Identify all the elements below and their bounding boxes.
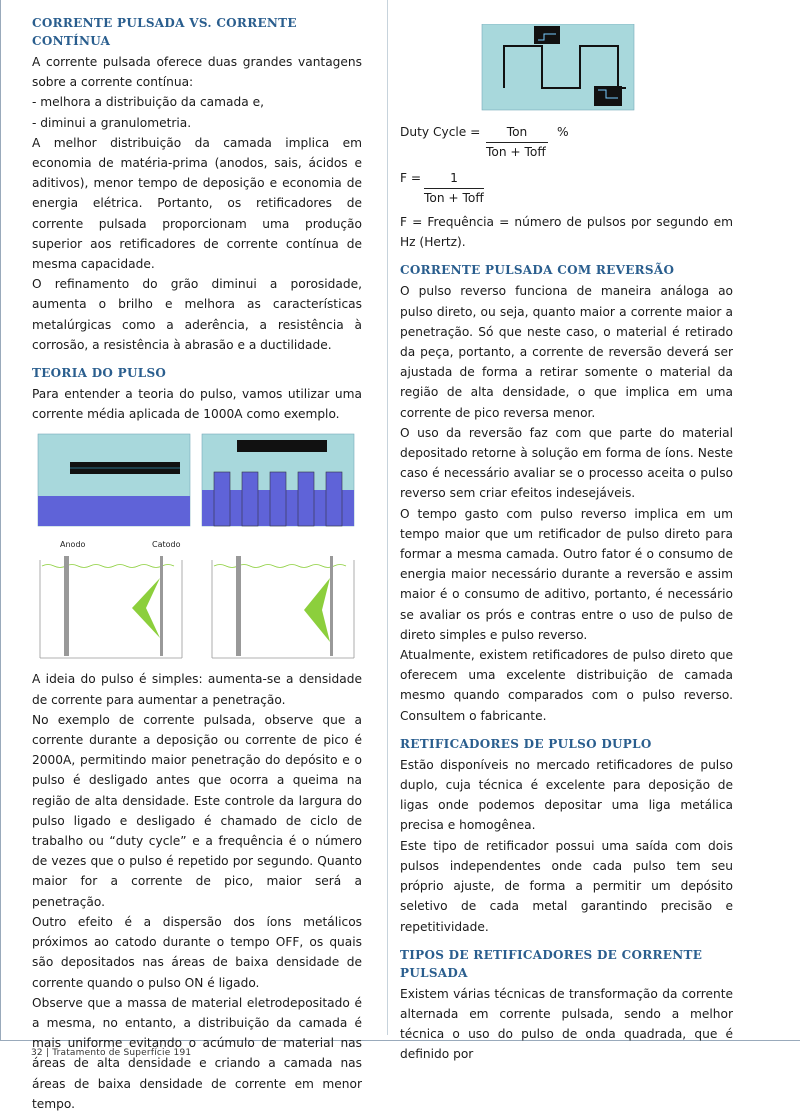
right-column — [400, 24, 733, 1065]
catodo-label: Catodo — [152, 540, 181, 550]
section-title-pulso-duplo: RETIFICADORES DE PULSO DUPLO — [400, 736, 652, 751]
duty-cycle-denominator: Ton + Toff — [486, 145, 546, 159]
paragraph: Atualmente, existem retificadores de pulso direto que oferecem uma excelente distribuição de camada mesmo quando comparados com o pulso reverso. Consultem o fabricante. — [400, 648, 733, 723]
paragraph: Existem várias técnicas de transformação da corrente alternada em corrente pulsada, sendo a melhor técnica o uso do pulso de onda quadrada, que é definido por — [400, 986, 733, 1062]
paragraph: Estão disponíveis no mercado retificadores de pulso duplo, cuja técnica é excelente para deposição de ligas onde podemos depositar uma liga metálica precisa e homogênea. — [400, 757, 733, 833]
paragraph: No exemplo de corrente pulsada, observe que a corrente durante a deposição ou corrente de pico é 2000A, permitindo maior penetração do depósito e o pulso é desligado antes que ocorra a queima na região de alta densidade. Este controle da largura do pulso ligado e desligado é chamado de ciclo de trabalho ou “duty cycle” e a frequência é o número de vezes que o pulso é repetido por segundo. Quanto maior for a corrente de pico, maior será a penetração. — [32, 712, 362, 909]
column-divider — [387, 0, 388, 1035]
paragraph: Observe que a massa de material eletrodepositado é a mesma, no entanto, a distribuição da camada é mais uniforme evitando o acúmulo de material nas áreas de alta densidade e criando a camada nas áreas de baixa densidade de corrente em menor tempo. — [32, 995, 362, 1111]
pulse-waveform-figure — [32, 432, 362, 532]
frequency-formula — [400, 168, 733, 208]
paragraph: A melhor distribuição da camada implica em economia de matéria-prima (anodos, sais, ácidos e aditivos), menor tempo de deposição e economia de energia elétrica. Portanto, os retificadores de corrente pulsada proporcionam uma produção superior aos retificadores de corrente contínua de mesma capacidade. — [32, 135, 362, 272]
section-title-pulsada-com-reversao: CORRENTE PULSADA COM REVERSÃO — [400, 263, 675, 278]
square-wave-figure — [400, 24, 733, 116]
list-item: - melhora a distribuição da camada e, — [32, 95, 264, 110]
duty-cycle-label: Duty Cycle = — [400, 125, 481, 139]
duty-cycle-numerator: Ton — [486, 122, 548, 143]
electrolytic-cell-figure — [32, 538, 362, 663]
cell-illustration — [32, 538, 362, 663]
paragraph: A corrente pulsada oferece duas grandes vantagens sobre a corrente contínua: — [32, 55, 362, 90]
list-item: - diminui a granulometria. — [32, 115, 192, 130]
left-column — [32, 14, 362, 1114]
duty-cycle-percent: % — [557, 125, 569, 139]
paragraph: F = Frequência = número de pulsos por segundo em Hz (Hertz). — [400, 215, 733, 250]
anodo-label: Anodo — [60, 540, 86, 550]
frequency-numerator: 1 — [424, 168, 484, 189]
paragraph: O refinamento do grão diminui a porosidade, aumenta o brilho e melhora as características metalúrgicas como a aderência, a resistência à corrosão, a resistência à abrasão e a ductilidade. — [32, 277, 362, 352]
section-title-teoria-do-pulso: TEORIA DO PULSO — [32, 366, 167, 381]
paragraph: O pulso reverso funciona de maneira análoga ao pulso direto, ou seja, quanto maior a corrente maior a penetração. Só que neste caso, o material é retirado da peça, portanto, a corrente de reversão deverá ser ajustada de forma a retirar somente o material da região de alta densidade, o que implica em uma corrente de pico reversa menor. — [400, 284, 733, 420]
section-title-tipos-de-retificadores: TIPOS DE RETIFICADORES DE CORRENTE PULSADA — [400, 947, 703, 980]
paragraph: Para entender a teoria do pulso, vamos utilizar uma corrente média aplicada de 1000A como exemplo. — [32, 387, 362, 422]
waveform-illustration — [32, 432, 362, 532]
paragraph: O uso da reversão faz com que parte do material depositado retorne à solução em forma de íons. Neste caso é necessário avaliar se o processo aceita o pulso reverso sem criar efeitos indesejáveis. — [400, 425, 733, 501]
frequency-label: F = — [400, 171, 422, 185]
paragraph: Outro efeito é a dispersão dos íons metálicos próximos ao catodo durante o tempo OFF, os quais são depositados nas áreas de baixa densidade de corrente quando o pulso ON é ligado. — [32, 914, 362, 990]
paragraph: O tempo gasto com pulso reverso implica em um tempo maior que um retificador de pulso direto para formar a mesma camada. Outro fator é o consumo de energia maior necessário durante a reversão e assim maior é o consumo de aditivo, portanto, é necessário se avaliar os prós e contras entre o uso de pulso de direto simples e pulso reverso. — [400, 506, 733, 642]
page-footer: 32 | Tratamento de Superfície 191 — [31, 1048, 192, 1058]
paragraph: A ideia do pulso é simples: aumenta-se a densidade de corrente para aumentar a penetração. — [32, 672, 362, 707]
section-title-pulsada-vs-continua: CORRENTE PULSADA VS. CORRENTE CONTÍNUA — [32, 16, 297, 48]
paragraph: Este tipo de retificador possui uma saída com dois pulsos independentes onde cada pulso tem seu próprio ajuste, de forma a permitir um depósito seletivo de cada metal garantindo precisão e repetitividade. — [400, 838, 733, 934]
duty-cycle-formula — [400, 122, 733, 162]
page-frame-left — [0, 0, 1, 1040]
frequency-denominator: Ton + Toff — [424, 191, 484, 205]
